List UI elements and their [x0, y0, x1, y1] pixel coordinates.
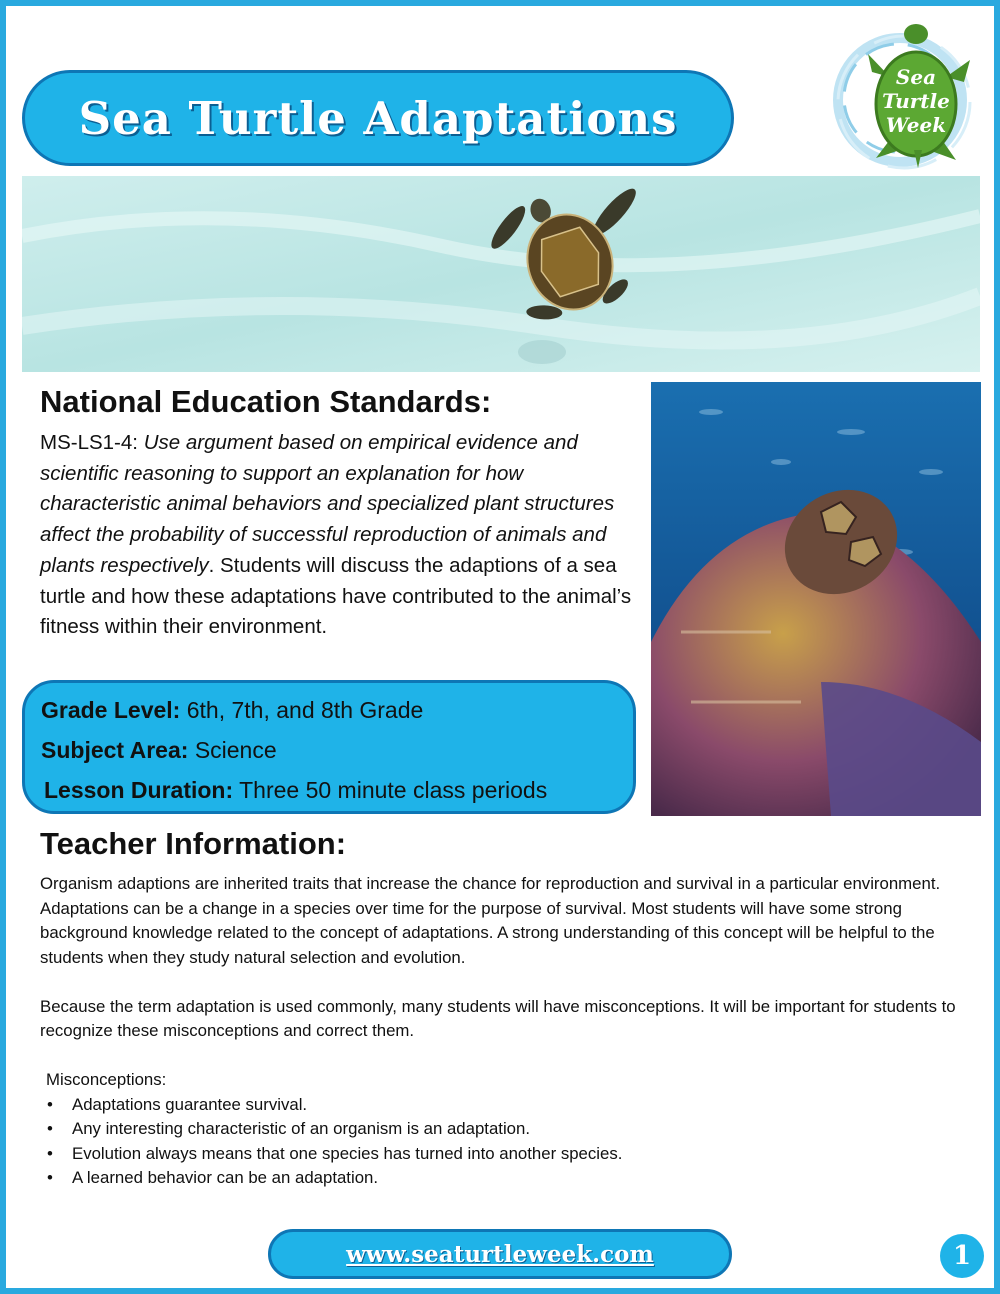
page-number: 1 — [940, 1234, 984, 1278]
misconceptions-list — [40, 1093, 970, 1191]
list-item: • A learned behavior can be an adaptation. — [40, 1166, 970, 1191]
website-link-banner[interactable] — [268, 1229, 732, 1279]
teacher-info-text — [40, 872, 970, 1191]
misconceptions-label: Misconceptions: — [46, 1070, 167, 1089]
swimming-turtle-photo — [22, 176, 980, 372]
logo-text-3: Week — [885, 113, 947, 137]
standards-heading: National Education Standards: — [40, 384, 492, 419]
subject-area-row — [41, 737, 277, 764]
subject-area-value: Science — [194, 737, 277, 763]
sea-turtle-closeup-photo — [651, 382, 981, 816]
list-item: • Adaptations guarantee survival. — [40, 1093, 970, 1118]
list-item: • Any interesting characteristic of an organism is an adaptation. — [40, 1117, 970, 1142]
standard-period: . — [208, 553, 215, 577]
lesson-duration-label: Lesson Duration: — [44, 777, 234, 803]
grade-level-row — [41, 697, 423, 724]
lesson-duration-value: Three 50 minute class periods — [239, 777, 548, 803]
teacher-paragraph-2: Because the term adaptation is used commonly, many students will have misconceptions. It will be important for students to recognize these misconceptions and correct them. — [40, 996, 956, 1040]
title-banner — [22, 70, 734, 166]
lesson-info-box — [22, 680, 636, 814]
standard-description: Students will discuss the adaptions of a sea turtle and how these adaptations have contributed to the animal’s fitness within their environment. — [40, 553, 632, 639]
lesson-duration-row — [44, 777, 547, 804]
teacher-paragraph-1: Organism adaptions are inherited traits that increase the chance for reproduction and survival in a particular environment. Adaptations can be a change in a species over time for the purpose of survival. Most students will have some strong background knowledge related to the concept of adaptations. A strong understanding of this concept will be helpful to the students when they study natural selection and evolution. — [40, 874, 941, 967]
logo-text-2: Turtle — [882, 89, 950, 113]
grade-level-value: 6th, 7th, and 8th Grade — [186, 697, 424, 723]
teacher-info-heading: Teacher Information: — [40, 826, 347, 861]
standard-code: MS-LS1-4: — [40, 431, 138, 454]
website-link[interactable]: www.seaturtleweek.com — [346, 1240, 654, 1268]
standard-statement: Use argument based on empirical evidence and scientific reasoning to support an explanation for how characteristic animal behaviors and specialized plant structures affect the probability of successful reproduction of animals and plants respectively — [40, 431, 615, 577]
logo-text-1: Sea — [895, 65, 937, 89]
subject-area-label: Subject Area: — [41, 737, 189, 763]
list-item: • Evolution always means that one species has turned into another species. — [40, 1142, 970, 1167]
standards-text — [40, 428, 640, 643]
page-title: Sea Turtle Adaptations — [78, 91, 678, 145]
grade-level-label: Grade Level: — [41, 697, 181, 723]
sea-turtle-week-logo — [828, 22, 978, 172]
